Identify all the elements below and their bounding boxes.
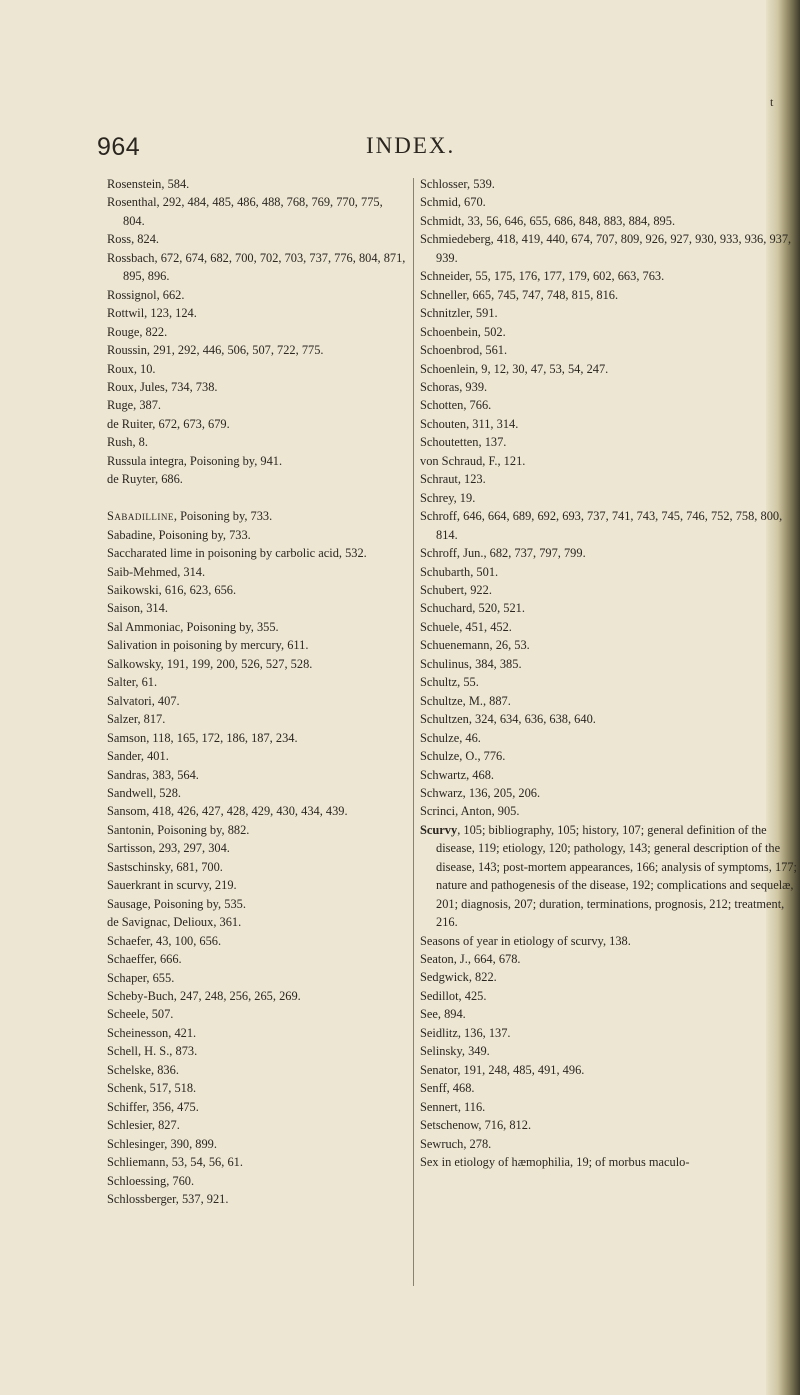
- index-entry-text: Salzer, 817.: [107, 712, 166, 727]
- index-entry: [107, 304, 407, 322]
- index-entry: [107, 544, 407, 562]
- index-entry: [107, 969, 407, 987]
- index-entry: [420, 1079, 800, 1097]
- index-entry: [420, 286, 800, 304]
- index-entry: [420, 1061, 800, 1079]
- index-entry-text: Seasons of year in etiology of scurvy, 138.: [420, 933, 631, 948]
- index-entry-text: Schwarz, 136, 205, 206.: [420, 785, 541, 800]
- index-entry: [107, 323, 407, 341]
- index-entry: [420, 692, 800, 710]
- index-entry-text: Sansom, 418, 426, 427, 428, 429, 430, 434, 439.: [107, 804, 348, 819]
- index-entry: [107, 396, 407, 414]
- index-entry: [420, 212, 800, 230]
- index-entry: [107, 1172, 407, 1190]
- index-entry-text: See, 894.: [420, 1007, 466, 1022]
- index-entry-text: de Ruiter, 672, 673, 679.: [107, 416, 230, 431]
- index-entry-text: Saikowski, 616, 623, 656.: [107, 583, 237, 598]
- index-entry: [107, 599, 407, 617]
- index-entry-text: Schoenlein, 9, 12, 30, 47, 53, 54, 247.: [420, 361, 609, 376]
- index-entry-text: Rosenstein, 584.: [107, 177, 190, 191]
- index-entry: [420, 193, 800, 211]
- index-entry-text: de Ruyter, 686.: [107, 472, 183, 487]
- index-entry: [107, 987, 407, 1005]
- index-entry-text: Schlesier, 827.: [107, 1118, 180, 1133]
- index-entry: [107, 1079, 407, 1097]
- index-entry-text: Schubarth, 501.: [420, 564, 499, 579]
- index-entry-text: Sal Ammoniac, Poisoning by, 355.: [107, 619, 279, 634]
- index-entry-text: Sex in etiology of hæmophilia, 19; of morbus maculo-: [420, 1155, 690, 1170]
- index-entry-text: Schmiedeberg, 418, 419, 440, 674, 707, 809, 926, 927, 930, 933, 936, 937, 939.: [420, 232, 792, 265]
- page-number: 964: [97, 133, 141, 161]
- index-entry-text: Sedillot, 425.: [420, 988, 487, 1003]
- page-title: INDEX.: [366, 133, 456, 158]
- index-entry: [420, 230, 800, 267]
- index-entry-text: Roussin, 291, 292, 446, 506, 507, 722, 775.: [107, 343, 324, 358]
- index-entry: [420, 378, 800, 396]
- index-entry-text: Schrey, 19.: [420, 490, 476, 505]
- index-entry: [420, 987, 800, 1005]
- column-divider: [413, 178, 414, 1286]
- index-entry-text: Scheele, 507.: [107, 1007, 174, 1022]
- index-entry: [107, 1135, 407, 1153]
- index-entry-text: Schliemann, 53, 54, 56, 61.: [107, 1155, 243, 1170]
- index-entry: [420, 1153, 800, 1171]
- index-entry: [420, 304, 800, 322]
- index-entry-text: Rossbach, 672, 674, 682, 700, 702, 703, 737, 776, 804, 871, 895, 896.: [107, 250, 406, 284]
- index-entry: [107, 1190, 407, 1208]
- index-entry-text: Senff, 468.: [420, 1081, 475, 1096]
- index-entry: [107, 507, 407, 525]
- index-entry: [420, 766, 800, 784]
- index-entry-text: Schlosser, 539.: [420, 177, 495, 191]
- index-entry: [107, 839, 407, 857]
- index-entry-text: Sartisson, 293, 297, 304.: [107, 841, 230, 856]
- index-entry-text: Schneller, 665, 745, 747, 748, 815, 816.: [420, 287, 619, 302]
- index-entry: [107, 673, 407, 691]
- index-entry-text: Scheby-Buch, 247, 248, 256, 265, 269.: [107, 988, 301, 1003]
- index-entry-text: Schroff, Jun., 682, 737, 797, 799.: [420, 546, 586, 561]
- index-entry-text: Sedgwick, 822.: [420, 970, 497, 985]
- index-entry-text: Schnitzler, 591.: [420, 306, 498, 321]
- index-entry: [420, 729, 800, 747]
- index-entry: [107, 802, 407, 820]
- index-entry: [107, 1061, 407, 1079]
- index-entry-text: Schouten, 311, 314.: [420, 416, 519, 431]
- index-entry-head: Sabadilline: [107, 509, 174, 524]
- index-entry-text: Samson, 118, 165, 172, 186, 187, 234.: [107, 730, 298, 745]
- index-entry-text: Saib-Mehmed, 314.: [107, 564, 206, 579]
- index-entry-text: Schraut, 123.: [420, 472, 486, 487]
- index-entry-text: de Savignac, Delioux, 361.: [107, 915, 242, 930]
- index-entry-text: Schultz, 55.: [420, 675, 479, 690]
- index-entry: [420, 821, 800, 932]
- index-entry: [420, 673, 800, 691]
- index-entry-text: von Schraud, F., 121.: [420, 453, 526, 468]
- index-entry: [107, 175, 407, 193]
- index-entry-text: Ross, 824.: [107, 232, 159, 247]
- index-entry-text: Schulze, 46.: [420, 730, 481, 745]
- index-entry: [420, 655, 800, 673]
- index-entry: [420, 1135, 800, 1153]
- index-entry: [107, 895, 407, 913]
- index-entry-text: Russula integra, Poisoning by, 941.: [107, 453, 283, 468]
- index-entry-text: Sander, 401.: [107, 749, 169, 764]
- index-entry: [107, 1098, 407, 1116]
- index-entry: [107, 470, 407, 488]
- index-entry: [107, 618, 407, 636]
- index-entry: [420, 747, 800, 765]
- index-entry: [107, 249, 407, 286]
- index-entry-text: Schoenbein, 502.: [420, 324, 506, 339]
- index-entry-text: Schoutetten, 137.: [420, 435, 507, 450]
- index-entry-text: Schaefer, 43, 100, 656.: [107, 933, 222, 948]
- index-entry-text: Salter, 61.: [107, 675, 158, 690]
- index-entry-text: Seidlitz, 136, 137.: [420, 1025, 511, 1040]
- index-entry: [107, 747, 407, 765]
- index-entry: [420, 396, 800, 414]
- index-entry: [107, 821, 407, 839]
- index-entry: [420, 563, 800, 581]
- index-entry-text: Schaeffer, 666.: [107, 952, 182, 967]
- index-entry-text: Roux, 10.: [107, 361, 156, 376]
- index-entry: [420, 544, 800, 562]
- index-entry-text: Santonin, Poisoning by, 882.: [107, 822, 250, 837]
- index-entry: [420, 1024, 800, 1042]
- index-entry: [107, 415, 407, 433]
- index-entry: [107, 286, 407, 304]
- index-entry-text: Schubert, 922.: [420, 582, 492, 597]
- index-entry: [107, 766, 407, 784]
- index-entry: [420, 1042, 800, 1060]
- index-entry-text: Salivation in poisoning by mercury, 611.: [107, 638, 309, 653]
- index-entry: [107, 581, 407, 599]
- index-entry: [107, 858, 407, 876]
- index-entry-text: Sandwell, 528.: [107, 786, 181, 800]
- index-entry: [420, 341, 800, 359]
- index-entry-text: Schulze, O., 776.: [420, 749, 506, 764]
- index-entry-text: Schlossberger, 537, 921.: [107, 1191, 229, 1206]
- index-entry: [107, 710, 407, 728]
- index-entry-text: Salkowsky, 191, 199, 200, 526, 527, 528.: [107, 656, 313, 671]
- index-entry-text: Rottwil, 123, 124.: [107, 306, 197, 321]
- index-entry-text: Selinsky, 349.: [420, 1044, 490, 1059]
- index-entry: [107, 563, 407, 581]
- index-entry: [420, 1098, 800, 1116]
- index-entry-text: Schultzen, 324, 634, 636, 638, 640.: [420, 712, 596, 727]
- index-entry-text: Schneider, 55, 175, 176, 177, 179, 602, 663, 763.: [420, 269, 665, 284]
- index-entry-text: Schoenbrod, 561.: [420, 343, 508, 358]
- index-entry: [420, 267, 800, 285]
- index-entry-text: Schell, H. S., 873.: [107, 1044, 198, 1059]
- index-entry: [420, 710, 800, 728]
- index-entry: [107, 452, 407, 470]
- index-entry: [420, 452, 800, 470]
- index-entry: [420, 1005, 800, 1023]
- index-entry: [420, 470, 800, 488]
- index-entry-text: Sauerkrant in scurvy, 219.: [107, 878, 237, 893]
- index-entry: [420, 618, 800, 636]
- index-entry: [420, 932, 800, 950]
- index-entry-text: Saison, 314.: [107, 601, 168, 616]
- index-entry-text: Scrinci, Anton, 905.: [420, 804, 520, 819]
- index-entry-text: , 105; bibliography, 105; history, 107; general definition of the disease, 119; etiology, 120; pathology, 143; general description of the disease, 143; post-mortem appearances, 166; analysis of symptoms, 177; nature and pathogenesis of the disease, 192; complications and sequelæ, 201; diagnosis, 207; duration, terminations, prognosis, 212; treatment, 216.: [436, 822, 797, 930]
- index-entry-text: Roux, Jules, 734, 738.: [107, 379, 218, 394]
- index-entry: [420, 784, 800, 802]
- index-entry: [107, 932, 407, 950]
- index-entry-text: Salvatori, 407.: [107, 693, 180, 708]
- index-entry-text: Sastschinsky, 681, 700.: [107, 859, 223, 874]
- index-entry: [107, 1024, 407, 1042]
- index-entry-text: Senator, 191, 248, 485, 491, 496.: [420, 1062, 585, 1077]
- index-entry-text: Schlesinger, 390, 899.: [107, 1136, 217, 1151]
- index-entry-text: Sausage, Poisoning by, 535.: [107, 896, 246, 911]
- index-entry-text: Sennert, 116.: [420, 1099, 486, 1114]
- index-entry-text: Scheinesson, 421.: [107, 1025, 197, 1040]
- index-entry-text: , Poisoning by, 733.: [173, 509, 273, 524]
- index-entry: [420, 489, 800, 507]
- index-column-left: [107, 175, 407, 1208]
- index-entry-text: Schwartz, 468.: [420, 767, 494, 782]
- index-entry: [107, 636, 407, 654]
- index-entry-text: Rush, 8.: [107, 435, 148, 450]
- index-entry-text: Schuenemann, 26, 53.: [420, 638, 530, 653]
- index-entry: [107, 526, 407, 544]
- index-column-right: [420, 175, 800, 1171]
- top-mark: t: [770, 95, 774, 109]
- index-entry: [420, 360, 800, 378]
- index-entry-text: Saccharated lime in poisoning by carbolic acid, 532.: [107, 546, 367, 561]
- index-entry: [420, 581, 800, 599]
- index-entry: [107, 378, 407, 396]
- index-entry: [107, 360, 407, 378]
- index-entry: [107, 655, 407, 673]
- index-entry: [107, 692, 407, 710]
- index-entry: [420, 1116, 800, 1134]
- index-entry-text: Schuele, 451, 452.: [420, 619, 512, 634]
- index-entry: [107, 1153, 407, 1171]
- index-entry-text: Setschenow, 716, 812.: [420, 1118, 532, 1133]
- index-entry-text: Schroff, 646, 664, 689, 692, 693, 737, 741, 743, 745, 746, 752, 758, 800, 814.: [420, 509, 783, 542]
- index-entry: [420, 636, 800, 654]
- index-entry: [420, 968, 800, 986]
- index-entry-text: Schmid, 670.: [420, 195, 486, 210]
- index-entry-text: Rossignol, 662.: [107, 287, 185, 302]
- index-entry: [420, 507, 800, 544]
- index-entry-text: Schenk, 517, 518.: [107, 1081, 197, 1096]
- index-entry-text: Schultze, M., 887.: [420, 693, 511, 708]
- index-entry-text: Sabadine, Poisoning by, 733.: [107, 527, 251, 542]
- index-entry: [420, 950, 800, 968]
- index-entry-text: Rouge, 822.: [107, 324, 168, 339]
- index-entry: [107, 784, 407, 802]
- index-entry: [107, 230, 407, 248]
- index-entry: [107, 913, 407, 931]
- index-entry: [420, 175, 800, 193]
- index-entry-text: Schuchard, 520, 521.: [420, 601, 525, 616]
- index-entry-text: Sewruch, 278.: [420, 1136, 492, 1151]
- index-entry: [107, 433, 407, 451]
- index-entry: [420, 415, 800, 433]
- index-entry: [107, 876, 407, 894]
- index-entry: [107, 1042, 407, 1060]
- index-entry-text: Schelske, 836.: [107, 1062, 179, 1077]
- index-entry: [107, 1116, 407, 1134]
- index-entry-text: Seaton, J., 664, 678.: [420, 952, 521, 967]
- index-entry-text: Schaper, 655.: [107, 970, 175, 985]
- index-entry-head: Scurvy: [420, 822, 458, 837]
- index-entry: [420, 599, 800, 617]
- index-entry-text: Schmidt, 33, 56, 646, 655, 686, 848, 883, 884, 895.: [420, 213, 676, 228]
- index-entry: [107, 729, 407, 747]
- index-entry-text: Schulinus, 384, 385.: [420, 656, 522, 671]
- index-entry: [107, 950, 407, 968]
- index-entry: [420, 323, 800, 341]
- index-entry-text: Rosenthal, 292, 484, 485, 486, 488, 768, 769, 770, 775, 804.: [107, 195, 383, 228]
- index-entry: [107, 1005, 407, 1023]
- index-entry: [420, 433, 800, 451]
- index-entry-text: Sandras, 383, 564.: [107, 767, 199, 782]
- index-entry: [107, 193, 407, 230]
- index-entry-text: Schotten, 766.: [420, 398, 492, 413]
- index-entry: [107, 341, 407, 359]
- index-entry-text: Ruge, 387.: [107, 398, 162, 413]
- index-entry-text: Schiffer, 356, 475.: [107, 1099, 199, 1114]
- index-entry-text: Schloessing, 760.: [107, 1173, 195, 1188]
- index-entry-text: Schoras, 939.: [420, 379, 488, 394]
- index-entry: [420, 802, 800, 820]
